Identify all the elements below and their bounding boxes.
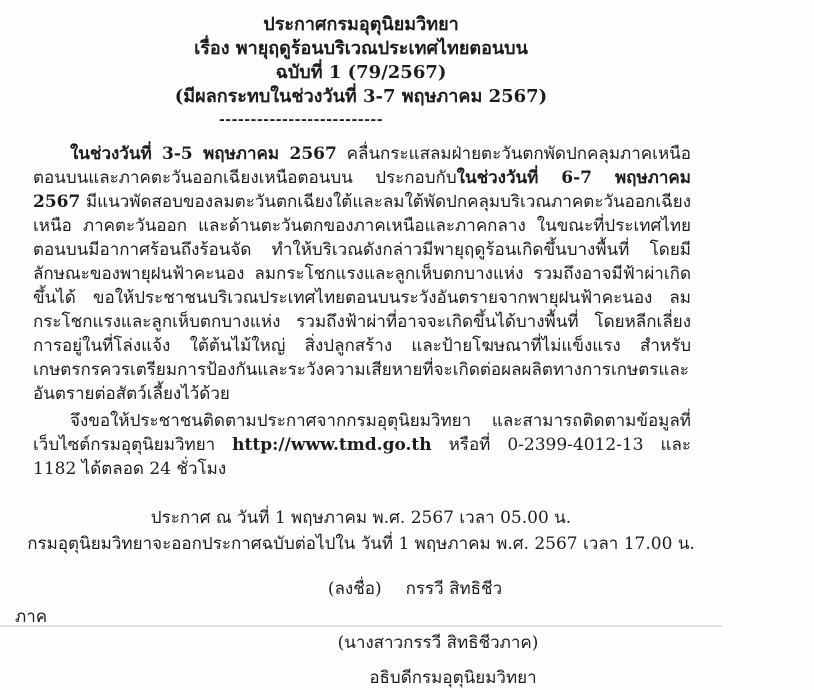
signer-full-name: (นางสาวกรรวี สิทธิชีวภาค) [337, 633, 539, 653]
document-subject: เรื่อง พายุฤดูร้อนบริเวณประเทศไทยตอนบน [194, 38, 528, 59]
signature-line [54, 577, 776, 601]
signer-name-wrapped-fragment: ภาค [15, 607, 48, 627]
body-paragraph-2 [33, 409, 691, 481]
body-paragraph-1 [33, 142, 691, 406]
document-issue-number: ฉบับที่ 1 (79/2567) [275, 62, 447, 83]
tmd-website-url: http://www.tmd.go.th [232, 435, 432, 455]
signer-name: กรรวี สิทธิชีว [405, 579, 503, 599]
header-divider-dashes: -------------------------- [218, 112, 384, 128]
bold-date-range-2: ในช่วงวันที่ 6-7 พฤษภาคม 2567 [33, 168, 691, 212]
document-body [33, 142, 691, 481]
document-header [0, 0, 722, 109]
signed-label: (ลงชื่อ) [327, 579, 382, 599]
paragraph-1-text-2: มีแนวพัดสอบของลมตะวันตกเฉียงใต้และลมใต้พัดปกคลุมบริเวณภาคตะวันออกเฉียงเหนือ ภาคตะวันออก และด้านตะวันตกของภาคเหนือและภาคกลาง ในขณะที่ประเทศไทยตอนบนมีอากาศร้อนถึงร้อนจัด ทำให้บริเวณดังกล่าวมีพายุฤดูร้อนเกิดขึ้นบางพื้นที่ โดยมีลักษณะของพายุฝนฟ้าคะนอง ลมกระโชกแรงและลูกเห็บตกบางแห่ง รวมถึงอาจมีฟ้าผ่าเกิดขึ้นได้ ขอให้ประชาชนบริเวณประเทศไทยตอนบนระวังอันตรายจากพายุฝนฟ้าคะนอง ลมกระโชกแรงและลูกเห็บตกบางแห่ง รวมถึงฟ้าผ่าที่อาจจะเกิดขึ้นได้บางพื้นที่ โดยหลีกเลี่ยงการอยู่ในที่โล่งแจ้ง ใต้ต้นไม้ใหญ่ สิ่งปลูกสร้าง และป้ายโฆษณาที่ไม่แข็งแรง สำหรับเกษตรกรควรเตรียมการป้องกันและระวังความเสียหายที่จะเกิดต่อผลผลิตทางการเกษตรและอันตรายต่อสัตว์เลี้ยงไว้ด้วย [33, 192, 691, 404]
paragraph-2-text-1: จึงขอให้ประชาชนติดตามประกาศจากกรมอุตุนิยมวิทยา และสามารถติดตามข้อมูลที่เว็บไซต์กรมอุตุนิยมวิทยา [33, 411, 691, 455]
signer-position: อธิบดีกรมอุตุนิยมวิทยา [369, 668, 537, 688]
document-title: ประกาศกรมอุตุนิยมวิทยา [263, 14, 459, 35]
issuance-block [0, 505, 722, 557]
paragraph-1-text-1: คลื่นกระแสลมฝ่ายตะวันตกพัดปกคลุมภาคเหนือตอนบนและภาคตะวันออกเฉียงเหนือตอนบน ประกอบกับ [33, 144, 692, 188]
signature-block [0, 577, 722, 690]
next-issue-line: กรมอุตุนิยมวิทยาจะออกประกาศฉบับต่อไปใน วันที่ 1 พฤษภาคม พ.ศ. 2567 เวลา 17.00 น. [27, 534, 695, 554]
bold-date-range-1: ในช่วงวันที่ 3-5 พฤษภาคม 2567 [70, 144, 337, 164]
document-effective-period: (มีผลกระทบในช่วงวันที่ 3-7 พฤษภาคม 2567) [174, 86, 548, 107]
paragraph-2-text-2: หรือที่ 0-2399-4012-13 และ 1182 ได้ตลอด 24 ชั่วโมง [33, 435, 691, 479]
issued-at-line: ประกาศ ณ วันที่ 1 พฤษภาคม พ.ศ. 2567 เวลา 05.00 น. [150, 508, 572, 528]
